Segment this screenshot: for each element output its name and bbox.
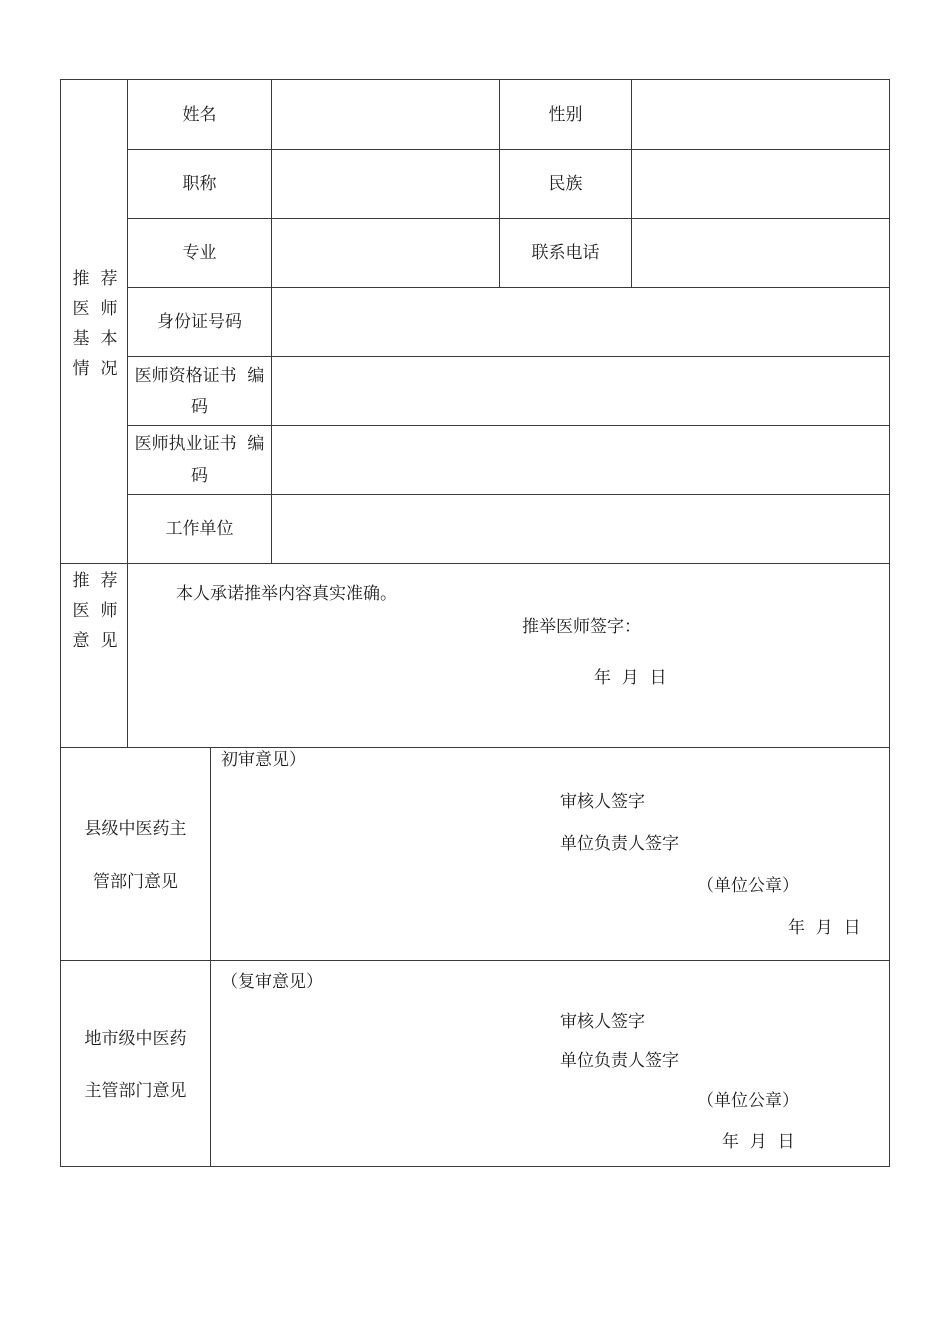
city-review-label: 地市级中医药 — [84, 1029, 187, 1049]
name-label: 姓名 — [182, 104, 217, 125]
ethnicity-field[interactable] — [632, 150, 889, 218]
title-label: 职称 — [182, 174, 217, 194]
city-review-heading: （复审意见） — [221, 972, 323, 992]
gender-label: 性别 — [548, 104, 583, 125]
table-border-right — [889, 79, 890, 1167]
practice-cert-label-line2: 码 — [191, 466, 208, 486]
county-review-date: 年 月 日 — [788, 918, 861, 938]
label-char: 见 — [100, 631, 118, 651]
label-char: 师 — [100, 299, 118, 319]
section-divider — [60, 563, 890, 564]
county-review-label: 县级中医药主 — [84, 819, 187, 839]
basic-info-section-label — [70, 269, 120, 379]
recommender-signature-label[interactable]: 推举医师签字： — [522, 617, 641, 637]
county-seal: （单位公章） — [697, 876, 799, 896]
city-seal: （单位公章） — [697, 1091, 799, 1111]
table-border-bottom — [60, 1166, 890, 1167]
city-head-signature[interactable]: 单位负责人签字 — [560, 1051, 679, 1071]
qualification-cert-label: 医师资格证书 编 — [134, 366, 265, 386]
qualification-cert-label-line2: 码 — [191, 397, 208, 417]
label-char: 推 — [72, 269, 90, 289]
phone-label: 联系电话 — [531, 243, 600, 263]
specialty-field[interactable] — [272, 219, 499, 287]
county-review-label-line2: 管部门意见 — [93, 872, 178, 892]
city-reviewer-signature[interactable]: 审核人签字 — [560, 1012, 645, 1032]
gender-field[interactable] — [632, 80, 889, 149]
label-char: 推 — [72, 571, 90, 591]
label-char: 荐 — [100, 269, 118, 289]
label-char: 意 — [72, 631, 90, 651]
qualification-cert-field[interactable] — [272, 357, 889, 425]
county-review-heading: 初审意见） — [221, 750, 306, 770]
label-char: 医 — [72, 299, 90, 319]
city-review-label-line2: 主管部门意见 — [84, 1081, 187, 1101]
ethnicity-label: 民族 — [548, 174, 583, 194]
label-char: 师 — [100, 601, 118, 621]
id-number-field[interactable] — [272, 288, 889, 356]
label-char: 本 — [100, 329, 118, 349]
label-char: 情 — [72, 359, 90, 379]
label-char: 基 — [72, 329, 90, 349]
county-reviewer-signature[interactable]: 审核人签字 — [560, 792, 645, 812]
workplace-label: 工作单位 — [165, 519, 234, 539]
label-char: 况 — [100, 359, 118, 379]
label-char: 荐 — [100, 571, 118, 591]
opinion-section-label — [70, 571, 120, 651]
label-char: 医 — [72, 601, 90, 621]
practice-cert-field[interactable] — [272, 426, 889, 494]
table-border-left — [60, 79, 61, 1167]
name-field[interactable] — [272, 80, 499, 149]
id-number-label: 身份证号码 — [157, 312, 242, 332]
workplace-field[interactable] — [272, 495, 889, 563]
section-divider — [60, 747, 890, 748]
specialty-label: 专业 — [182, 243, 217, 263]
phone-field[interactable] — [632, 219, 889, 287]
col-divider — [210, 747, 211, 1167]
section-divider — [60, 960, 890, 961]
commitment-statement: 本人承诺推举内容真实准确。 — [176, 584, 397, 604]
practice-cert-label: 医师执业证书 编 — [134, 434, 265, 454]
county-head-signature[interactable]: 单位负责人签字 — [560, 834, 679, 854]
recommender-date: 年 月 日 — [594, 668, 667, 688]
title-field[interactable] — [272, 150, 499, 218]
city-review-date: 年 月 日 — [722, 1132, 795, 1152]
